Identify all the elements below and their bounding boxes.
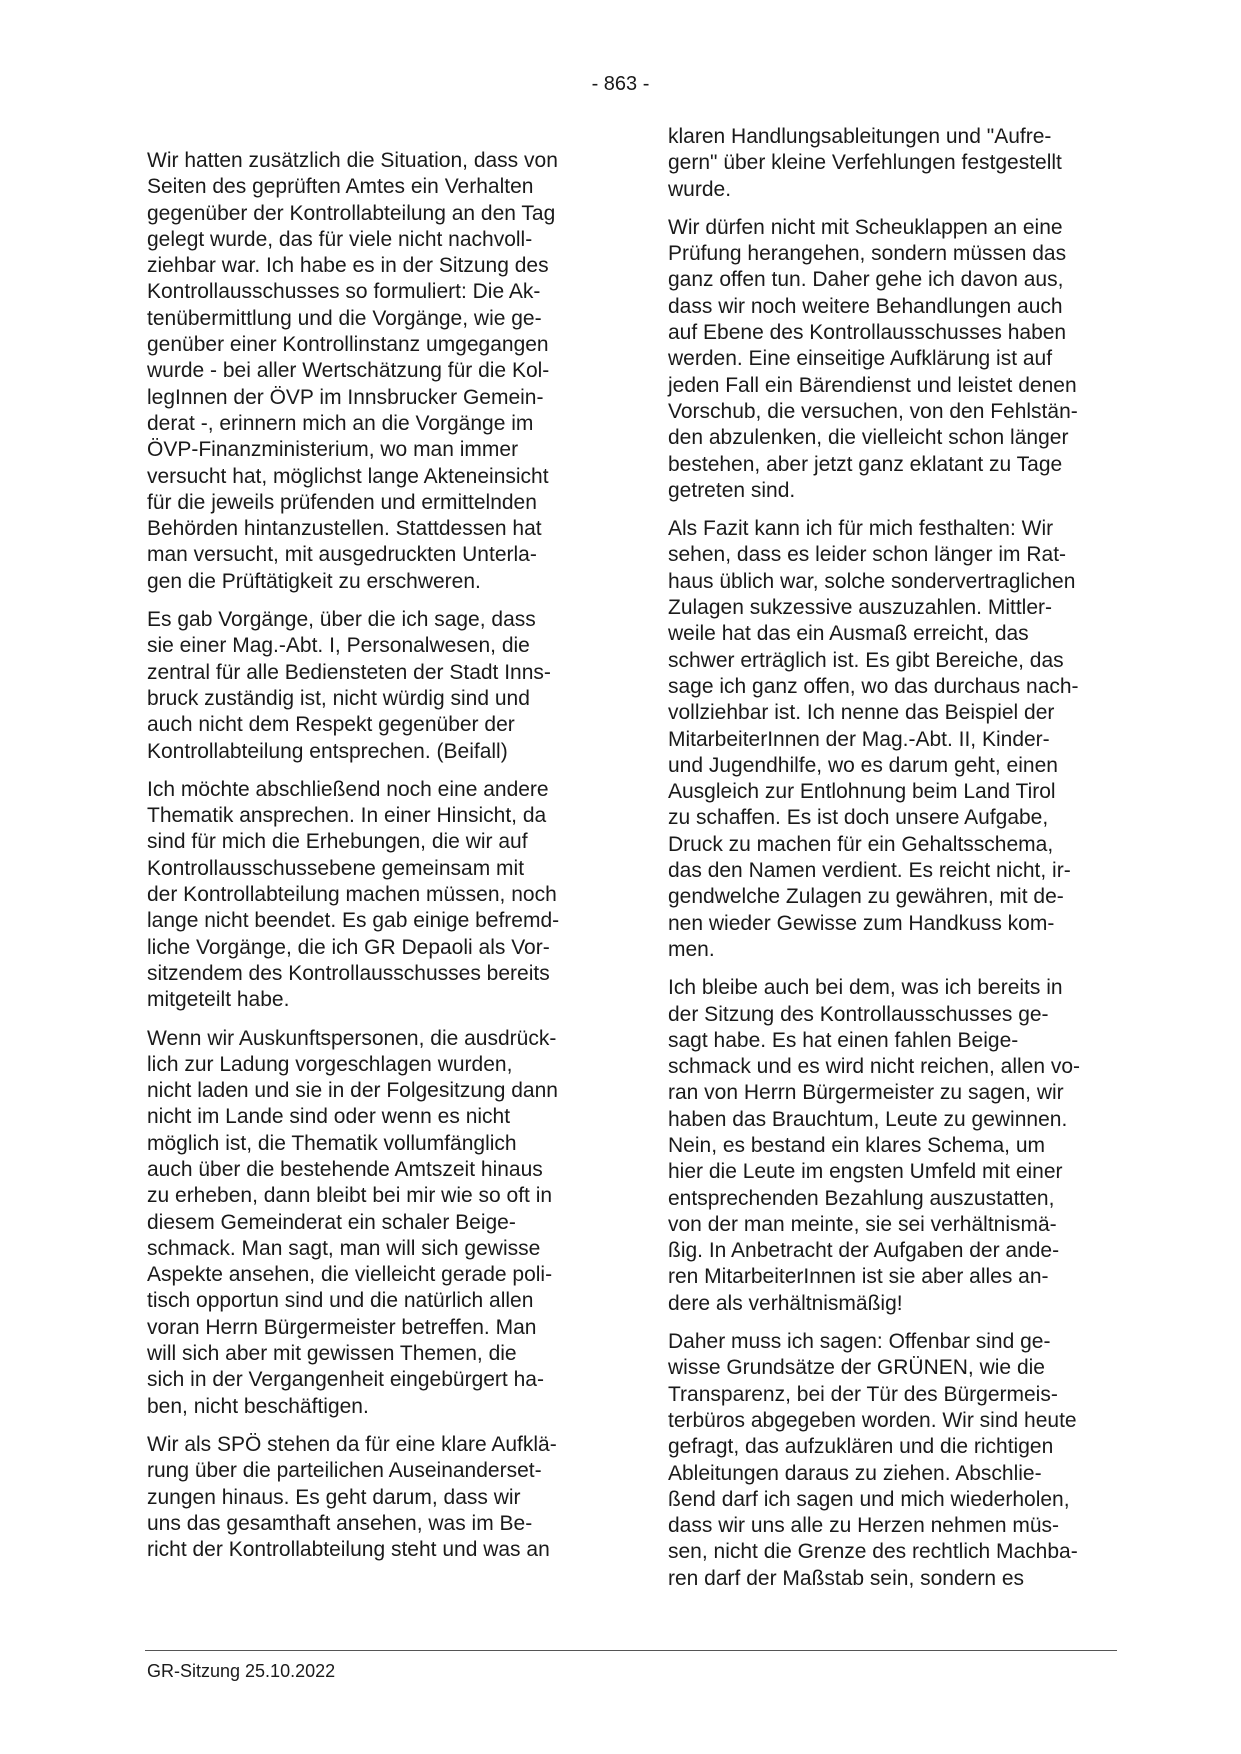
paragraph: Wenn wir Auskunftspersonen, die ausdrück- lich zur Ladung vorgeschlagen wurden, nicht laden und sie in der Folgesitzung dann nicht im Lande sind oder wenn es nicht möglich ist, die Thematik vollumfänglich auch über die bestehende Amtszeit hinaus zu erheben, dann bleibt bei mir wie so oft in diesem Gemeinderat ein schaler Beige- schmack. Man sagt, man will sich gewisse Aspekte ansehen, die vielleicht gerade poli- tisch opportun sind und die natürlich allen voran Herrn Bürgermeister betreffen. Man will sich aber mit gewissen Themen, die sich in der Vergangenheit eingebürgert ha- ben, nicht beschäftigen. bbox=[147, 1026, 558, 1418]
paragraph: Ich bleibe auch bei dem, was ich bereits in der Sitzung des Kontrollausschusses ge- sagt habe. Es hat einen fahlen Beige- schmack und es wird nicht reichen, allen vo- ran von Herrn Bürgermeister zu sagen, wir haben das Brauchtum, Leute zu gewinnen. Nein, es bestand ein klares Schema, um hier die Leute im engsten Umfeld mit einer entsprechenden Bezahlung auszustatten, von der man meinte, sie sei verhältnismä- ßig. In Anbetracht der Aufgaben der ande- ren MitarbeiterInnen ist sie aber alles an- dere als verhältnismäßig! bbox=[668, 976, 1081, 1315]
footer-divider bbox=[145, 1650, 1117, 1651]
paragraph: Es gab Vorgänge, über die ich sage, dass sie einer Mag.-Abt. I, Personalwesen, die zentral für alle Bediensteten der Stadt Inns- bruck zuständig ist, nicht würdig sind und auch nicht dem Respekt gegenüber der Kontrollabteilung entsprechen. (Beifall) bbox=[147, 608, 551, 763]
paragraph: Wir als SPÖ stehen da für eine klare Aufklä- rung über die parteilichen Auseinanderset- zungen hinaus. Es geht darum, dass wir uns das gesamthaft ansehen, was im Be- richt der Kontrollabteilung steht und was an bbox=[147, 1432, 557, 1562]
paragraph: Ich möchte abschließend noch eine andere Thematik ansprechen. In einer Hinsicht, da sind für mich die Erhebungen, die wir auf Kontrollausschussebene gemeinsam mit der Kontrollabteilung machen müssen, noch lange nicht beendet. Es gab einige befremd- liche Vorgänge, die ich GR Depaoli als Vor- sitzendem des Kontrollausschusses bereits mitgeteilt habe. bbox=[147, 777, 560, 1012]
right-column bbox=[668, 124, 1116, 1604]
paragraph: Als Fazit kann ich für mich festhalten: Wir sehen, dass es leider schon länger im Rat- haus üblich war, solche sondervertraglichen Zulagen sukzessive auszuzahlen. Mittler- weile hat das ein Ausmaß erreicht, das schwer erträglich ist. Es gibt Bereiche, das sage ich ganz offen, wo das durchaus nach- vollziehbar ist. Ich nenne das Beispiel der MitarbeiterInnen der Mag.-Abt. II, Kinder- und Jugendhilfe, wo es darum geht, einen Ausgleich zur Entlohnung beim Land Tirol zu schaffen. Es ist doch unsere Aufgabe, Druck zu machen für ein Gehaltsschema, das den Namen verdient. Es reicht nicht, ir- gendwelche Zulagen zu gewähren, mit de- nen wieder Gewisse zum Handkuss kom- men. bbox=[668, 517, 1079, 961]
paragraph: klaren Handlungsableitungen und "Aufre- gern" über kleine Verfehlungen festgestellt wurde. bbox=[668, 125, 1062, 201]
page-number: - 863 - bbox=[591, 73, 650, 95]
paragraph: Wir dürfen nicht mit Scheuklappen an eine Prüfung herangehen, sondern müssen das ganz offen tun. Daher gehe ich davon aus, dass wir noch weitere Behandlungen auch auf Ebene des Kontrollausschusses haben werden. Eine einseitige Aufklärung ist auf jeden Fall ein Bärendienst und leistet denen Vorschub, die versuchen, von den Fehlstän- den abzulenken, die vielleicht schon länger bestehen, aber jetzt ganz eklatant zu Tage getreten sind. bbox=[668, 215, 1078, 502]
paragraph: Daher muss ich sagen: Offenbar sind ge- wisse Grundsätze der GRÜNEN, wie die Transparenz, bei der Tür des Bürgermeis- terbüros abgegeben worden. Wir sind heute gefragt, das aufzuklären und die richtigen Ableitungen daraus zu ziehen. Abschlie- ßend darf ich sagen und mich wiederholen, dass wir uns alle zu Herzen nehmen müs- sen, nicht die Grenze des rechtlich Machba- ren darf der Maßstab sein, sondern es bbox=[668, 1330, 1078, 1590]
footer-session-label: GR-Sitzung 25.10.2022 bbox=[147, 1661, 336, 1681]
left-column bbox=[147, 148, 595, 1575]
paragraph: Wir hatten zusätzlich die Situation, dass von Seiten des geprüften Amtes ein Verhalten gegenüber der Kontrollabteilung an den Tag gelegt wurde, das für viele nicht nachvoll- ziehbar war. Ich habe es in der Sitzung des Kontrollausschusses so formuliert: Die Ak- tenübermittlung und die Vorgänge, wie ge- genüber einer Kontrollinstanz umgegangen wurde - bei aller Wertschätzung für die Kol- legInnen der ÖVP im Innsbrucker Gemein- derat -, erinnern mich an die Vorgänge im ÖVP-Finanzministerium, wo man immer versucht hat, möglichst lange Akteneinsicht für die jeweils prüfenden und ermittelnden Behörden hintanzustellen. Stattdessen hat man versucht, mit ausgedruckten Unterla- gen die Prüftätigkeit zu erschweren. bbox=[147, 149, 558, 593]
